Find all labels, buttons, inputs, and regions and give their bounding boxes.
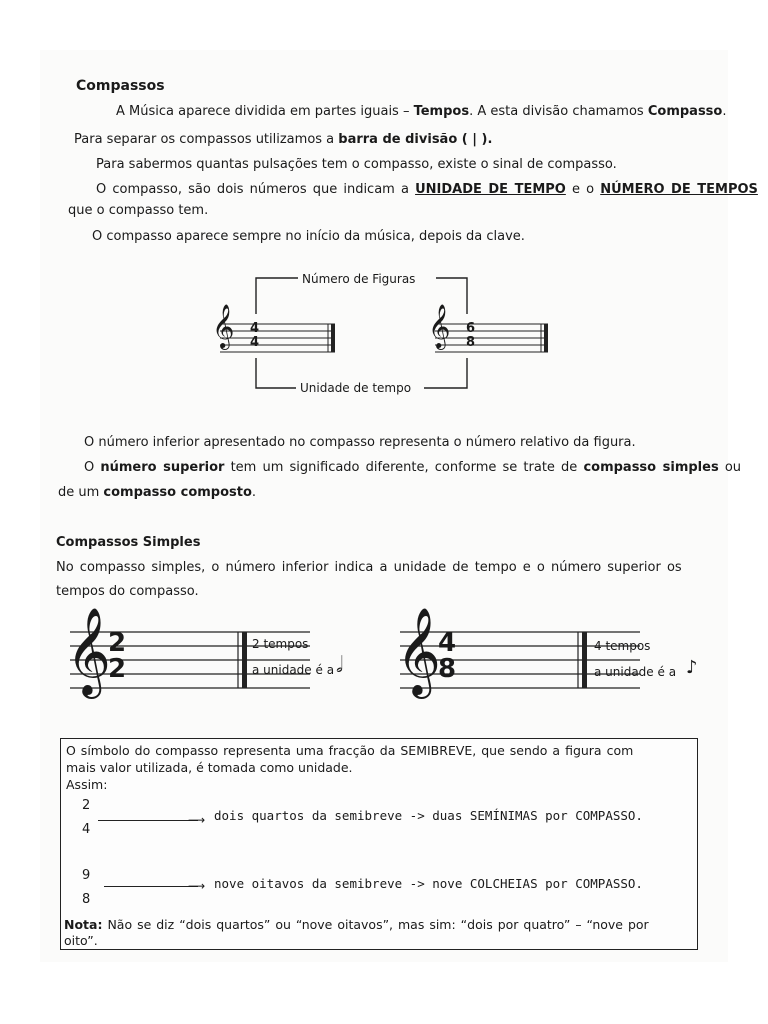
label-unidade: a unidade é a: [594, 665, 677, 679]
paragraph-line: tempos do compasso.: [56, 584, 199, 599]
arrow-line: [104, 886, 198, 887]
paragraph-line: que o compasso tem.: [68, 203, 209, 218]
time-sig-denominator: 8: [466, 335, 476, 350]
box-line: mais valor utilizada, é tomada como unidade.: [66, 760, 353, 775]
label-tempos: 4 tempos: [594, 639, 651, 653]
label-unidade-de-tempo: Unidade de tempo: [300, 381, 412, 395]
arrow-line: [98, 820, 198, 821]
time-sig-numerator: 4: [438, 628, 457, 658]
fraction-denominator: 4: [82, 822, 91, 837]
treble-clef-icon: 𝄞: [396, 606, 441, 695]
paragraph-line: No compasso simples, o número inferior indica a unidade de tempo e o número superior os: [56, 560, 682, 575]
treble-clef-icon: 𝄞: [66, 606, 111, 695]
time-sig-denominator: 8: [438, 654, 457, 684]
label-tempos: 2 tempos: [252, 637, 309, 651]
section-title-compassos-simples: Compassos Simples: [56, 535, 201, 550]
time-sig-denominator: 4: [250, 335, 260, 350]
fraction-explanation: nove oitavos da semibreve -> nove COLCHEIAS por COMPASSO.: [214, 876, 643, 891]
paragraph-line: de um compasso composto.: [58, 485, 257, 500]
treble-clef-icon: 𝄞: [212, 304, 235, 348]
box-note: oito”.: [64, 933, 98, 948]
box-line: O símbolo do compasso representa uma fracção da SEMIBREVE, que sendo a figura com: [66, 743, 634, 758]
paragraph-line: Para separar os compassos utilizamos a barra de divisão ( | ).: [74, 132, 493, 147]
arrow-head-icon: ⟶: [188, 879, 206, 893]
box-note: Nota: Não se diz “dois quartos” ou “nove oitavos”, mas sim: “dois por quatro” – “nove por: [64, 917, 649, 932]
paragraph-line: Para sabermos quantas pulsações tem o compasso, existe o sinal de compasso.: [96, 157, 617, 172]
time-sig-denominator: 2: [108, 654, 127, 684]
simple-time-examples: [60, 622, 720, 702]
paragraph-line: A Música aparece dividida em partes iguais – Tempos. A esta divisão chamamos Compasso.: [116, 104, 727, 119]
paragraph-line: O número superior tem um significado diferente, conforme se trate de compasso simples ou: [84, 460, 742, 475]
treble-clef-icon: 𝄞: [428, 304, 451, 348]
fraction-numerator: 2: [82, 798, 91, 813]
label-numero-de-figuras: Número de Figuras: [302, 272, 416, 286]
eighth-note-icon: ♪: [686, 657, 698, 678]
fraction-explanation: dois quartos da semibreve -> duas SEMÍNIMAS por COMPASSO.: [214, 808, 643, 823]
time-sig-numerator: 4: [250, 321, 260, 336]
box-line: Assim:: [66, 777, 108, 792]
fraction-numerator: 9: [82, 868, 91, 883]
paragraph-line: O número inferior apresentado no compasso representa o número relativo da figura.: [84, 435, 636, 450]
arrow-head-icon: ⟶: [188, 813, 206, 827]
half-note-icon: 𝅗𝅥: [336, 653, 343, 678]
time-sig-numerator: 6: [466, 321, 476, 336]
paragraph-line: O compasso, são dois números que indicam a UNIDADE DE TEMPO e o NÚMERO DE TEMPOS: [96, 182, 758, 197]
fraction-denominator: 8: [82, 892, 91, 907]
label-unidade: a unidade é a: [252, 663, 335, 677]
time-sig-numerator: 2: [108, 628, 127, 658]
paragraph-line: O compasso aparece sempre no início da música, depois da clave.: [92, 229, 525, 244]
section-title-compassos: Compassos: [76, 78, 165, 94]
